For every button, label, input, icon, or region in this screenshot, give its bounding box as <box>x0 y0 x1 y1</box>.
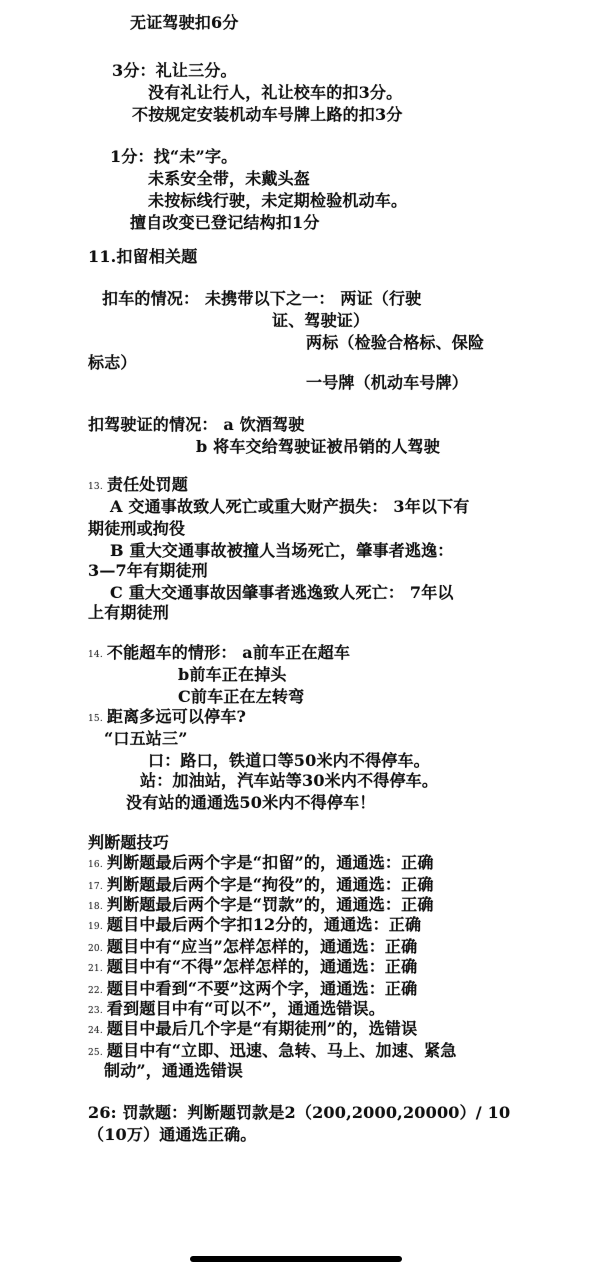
text-line: 擅自改变已登记结构扣1分 <box>130 213 320 232</box>
text-line: B 重大交通事故被撞人当场死亡，肇事者逃逸： <box>110 541 454 560</box>
text-line: 扣驾驶证的情况： a 饮酒驾驶 <box>88 415 305 434</box>
text-line: 证、驾驶证） <box>272 311 370 330</box>
text-line: 期徒刑或拘役 <box>88 519 186 538</box>
tip-item: 19. 题目中最后两个字扣12分的，通通选：正确 <box>88 915 422 934</box>
text-line: b 将车交给驾驶证被吊销的人驾驶 <box>196 437 440 456</box>
text-line: 3—7年有期徒刑 <box>88 561 208 580</box>
tip-item: 23. 看到题目中有“可以不”，通通选错误。 <box>88 999 385 1018</box>
home-indicator[interactable] <box>190 1256 402 1262</box>
text-line: 3分：礼让三分。 <box>112 61 237 80</box>
text-line: b前车正在掉头 <box>178 665 287 684</box>
tip-item: 24. 题目中最后几个字是“有期徒刑”的，选错误 <box>88 1019 418 1038</box>
text-line: 26: 罚款题：判断题罚款是2（200,2000,20000）/ 10 <box>88 1103 511 1122</box>
tip-item: 16. 判断题最后两个字是“扣留”的，通通选：正确 <box>88 853 434 872</box>
section-heading: 15. 距离多远可以停车? <box>88 707 247 726</box>
section-heading: 13. 责任处罚题 <box>88 475 188 494</box>
tip-item: 22. 题目中看到“不要”这两个字，通通选：正确 <box>88 979 418 998</box>
text-line: C前车正在左转弯 <box>178 687 305 706</box>
text-line: C 重大交通事故因肇事者逃逸致人死亡： 7年以 <box>110 583 454 602</box>
text-line: 制动”，通通选错误 <box>104 1061 244 1080</box>
text-line: 1分：找“未”字。 <box>110 147 238 166</box>
text-line: 没有站的通通选50米内不得停车！ <box>126 793 376 812</box>
text-line: 无证驾驶扣6分 <box>130 13 239 32</box>
section-heading: 11.扣留相关题 <box>88 247 198 266</box>
tip-item: 18. 判断题最后两个字是“罚款”的，通通选：正确 <box>88 895 434 914</box>
text-line: 不按规定安装机动车号牌上路的扣3分 <box>132 105 403 124</box>
text-line: 两标（检验合格标、保险 <box>306 333 485 352</box>
section-heading: 14. 不能超车的情形： a前车正在超车 <box>88 643 351 662</box>
text-line: 扣车的情况： 未携带以下之一： 两证（行驶 <box>102 289 422 308</box>
text-line: 标志） <box>88 353 137 372</box>
text-line: 没有礼让行人，礼让校车的扣3分。 <box>148 83 403 102</box>
text-line: A 交通事故致人死亡或重大财产损失： 3年以下有 <box>110 497 470 516</box>
text-line: 未系安全带，未戴头盔 <box>148 169 311 188</box>
text-line: 一号牌（机动车号牌） <box>306 373 469 392</box>
tip-item: 21. 题目中有“不得”怎样怎样的，通通选：正确 <box>88 957 418 976</box>
text-line: 口：路口，铁道口等50米内不得停车。 <box>148 751 430 770</box>
text-line: 站：加油站，汽车站等30米内不得停车。 <box>140 771 439 790</box>
text-line: “口五站三” <box>104 729 188 748</box>
section-heading: 判断题技巧 <box>88 833 170 852</box>
text-line: （10万）通通选正确。 <box>88 1125 257 1144</box>
tip-item: 25. 题目中有“立即、迅速、急转、马上、加速、紧急 <box>88 1041 457 1060</box>
text-line: 未按标线行驶，未定期检验机动车。 <box>148 191 408 210</box>
tip-item: 20. 题目中有“应当”怎样怎样的，通通选：正确 <box>88 937 418 956</box>
tip-item: 17. 判断题最后两个字是“拘役”的，通通选：正确 <box>88 875 434 894</box>
text-line: 上有期徒刑 <box>88 603 170 622</box>
